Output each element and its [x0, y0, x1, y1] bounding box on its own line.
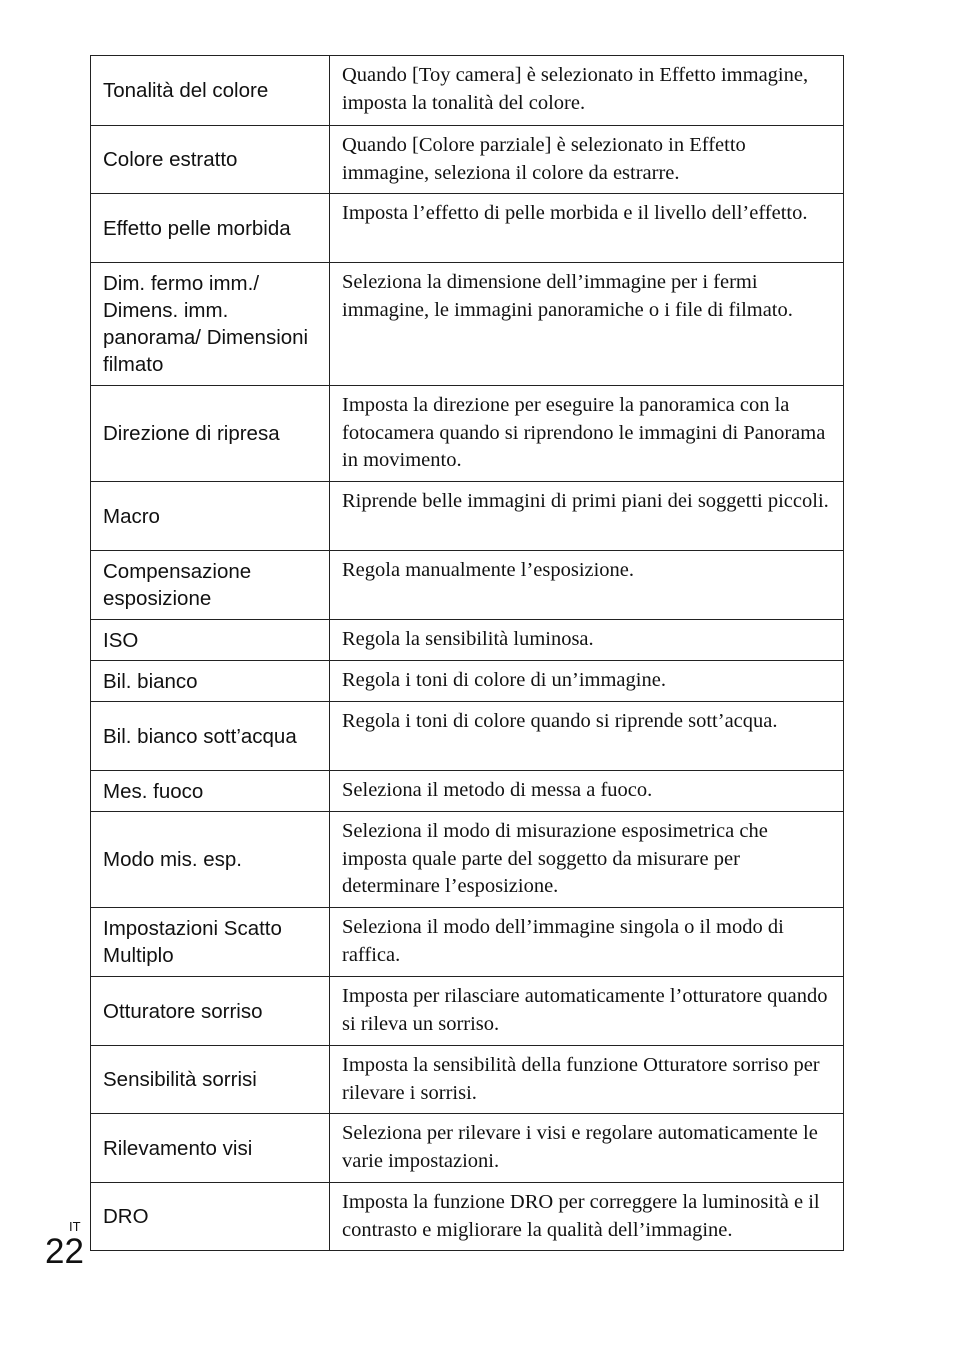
table-row [91, 1046, 844, 1114]
setting-name: DRO [91, 1183, 330, 1251]
setting-description: Quando [Toy camera] è selezionato in Effetto immagine, imposta la tonalità del colore. [330, 56, 844, 126]
table-row [91, 977, 844, 1046]
table-row [91, 386, 844, 482]
setting-name: Mes. fuoco [91, 771, 330, 812]
setting-description: Imposta l’effetto di pelle morbida e il livello dell’effetto. [330, 194, 844, 263]
table-row [91, 482, 844, 551]
table-row [91, 661, 844, 702]
setting-description: Regola manualmente l’esposizione. [330, 551, 844, 620]
setting-description: Seleziona la dimensione dell’immagine per i fermi immagine, le immagini panoramiche o i file di filmato. [330, 263, 844, 386]
table-row [91, 908, 844, 977]
setting-name: Macro [91, 482, 330, 551]
setting-description: Imposta la funzione DRO per correggere la luminosità e il contrasto e migliorare la qualità dell’immagine. [330, 1183, 844, 1251]
table-row [91, 56, 844, 126]
table-row [91, 1114, 844, 1183]
setting-name: ISO [91, 620, 330, 661]
setting-name: Rilevamento visi [91, 1114, 330, 1183]
page-number: 22 [45, 1232, 84, 1271]
setting-description: Regola la sensibilità luminosa. [330, 620, 844, 661]
setting-name: Compensazione esposizione [91, 551, 330, 620]
setting-name: Modo mis. esp. [91, 812, 330, 908]
setting-description: Regola i toni di colore di un’immagine. [330, 661, 844, 702]
setting-description: Seleziona il metodo di messa a fuoco. [330, 771, 844, 812]
setting-description: Seleziona per rilevare i visi e regolare automaticamente le varie impostazioni. [330, 1114, 844, 1183]
setting-name: Direzione di ripresa [91, 386, 330, 482]
setting-description: Quando [Colore parziale] è selezionato in Effetto immagine, seleziona il colore da estrarre. [330, 126, 844, 194]
setting-description: Riprende belle immagini di primi piani dei soggetti piccoli. [330, 482, 844, 551]
page-language-label: IT [69, 1219, 81, 1234]
setting-description: Seleziona il modo dell’immagine singola o il modo di raffica. [330, 908, 844, 977]
setting-description: Imposta la sensibilità della funzione Otturatore sorriso per rilevare i sorrisi. [330, 1046, 844, 1114]
setting-name: Effetto pelle morbida [91, 194, 330, 263]
setting-name: Colore estratto [91, 126, 330, 194]
table-row [91, 194, 844, 263]
setting-description: Seleziona il modo di misurazione esposimetrica che imposta quale parte del soggetto da misurare per determinare l’esposizione. [330, 812, 844, 908]
setting-name: Bil. bianco sott’acqua [91, 702, 330, 771]
setting-name: Otturatore sorriso [91, 977, 330, 1046]
setting-name: Bil. bianco [91, 661, 330, 702]
table-row [91, 771, 844, 812]
setting-name: Dim. fermo imm./ Dimens. imm. panorama/ Dimensioni filmato [91, 263, 330, 386]
setting-description: Regola i toni di colore quando si riprende sott’acqua. [330, 702, 844, 771]
setting-name: Tonalità del colore [91, 56, 330, 126]
table-row [91, 263, 844, 386]
setting-name: Impostazioni Scatto Multiplo [91, 908, 330, 977]
settings-table [90, 55, 844, 1251]
table-row [91, 126, 844, 194]
setting-description: Imposta per rilasciare automaticamente l’otturatore quando si rileva un sorriso. [330, 977, 844, 1046]
table-row [91, 702, 844, 771]
table-row [91, 620, 844, 661]
setting-description: Imposta la direzione per eseguire la panoramica con la fotocamera quando si riprendono le immagini di Panorama in movimento. [330, 386, 844, 482]
table-row [91, 551, 844, 620]
setting-name: Sensibilità sorrisi [91, 1046, 330, 1114]
table-row [91, 1183, 844, 1251]
table-row [91, 812, 844, 908]
